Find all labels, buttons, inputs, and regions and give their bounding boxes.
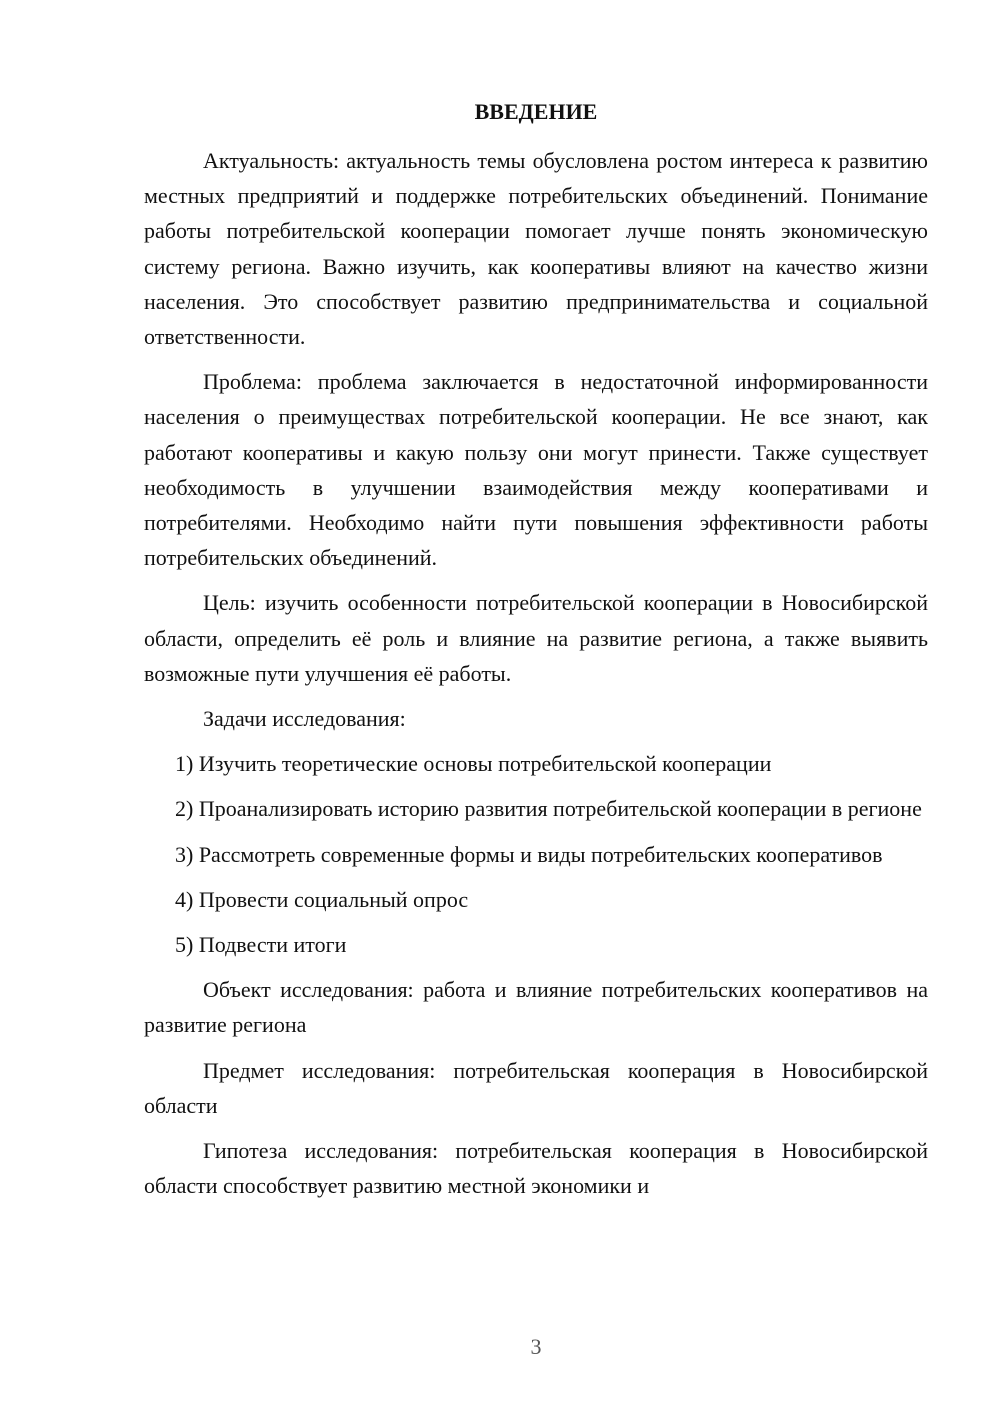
section-title: ВВЕДЕНИЕ	[474, 99, 598, 124]
tasks-heading: Задачи исследования:	[203, 706, 406, 732]
hypothesis-paragraph: Гипотеза исследования: потребительская кооперация в Новосибирской области способствует развитию местной экономики и	[144, 1138, 928, 1199]
page-number: 3	[530, 1334, 542, 1359]
goal-paragraph: Цель: изучить особенности потребительской кооперации в Новосибирской области, определить её роль и влияние на развитие региона, а также выявить возможные пути улучшения её работы.	[144, 590, 928, 686]
task-item-2: 2) Проанализировать историю развития потребительской кооперации в регионе	[175, 796, 922, 822]
subject-paragraph: Предмет исследования: потребительская кооперация в Новосибирской области	[144, 1057, 928, 1118]
task-item-1: 1) Изучить теоретические основы потребительской кооперации	[175, 751, 772, 777]
relevance-paragraph: Актуальность: актуальность темы обусловлена ростом интереса к развитию местных предприятий и поддержке потребительских объединений. Понимание работы потребительской кооперации помогает лучше понять экономическую систему региона. Важно изучить, как кооперативы влияют на качество жизни населения. Это способствует развитию предпринимательства и социальной ответственности.	[144, 148, 928, 350]
page-content	[144, 94, 928, 1213]
problem-paragraph: Проблема: проблема заключается в недостаточной информированности населения о преимуществах потребительской кооперации. Не все знают, как работают кооперативы и какую пользу они могут принести. Также существует необходимость в улучшении взаимодействия между кооперативами и потребителями. Необходимо найти пути повышения эффективности работы потребительских объединений.	[144, 369, 928, 571]
object-paragraph: Объект исследования: работа и влияние потребительских кооперативов на развитие региона	[144, 977, 928, 1038]
task-item-3: 3) Рассмотреть современные формы и виды потребительских кооперативов	[175, 841, 883, 867]
task-item-5: 5) Подвести итоги	[175, 932, 347, 958]
task-item-4: 4) Провести социальный опрос	[175, 886, 469, 912]
